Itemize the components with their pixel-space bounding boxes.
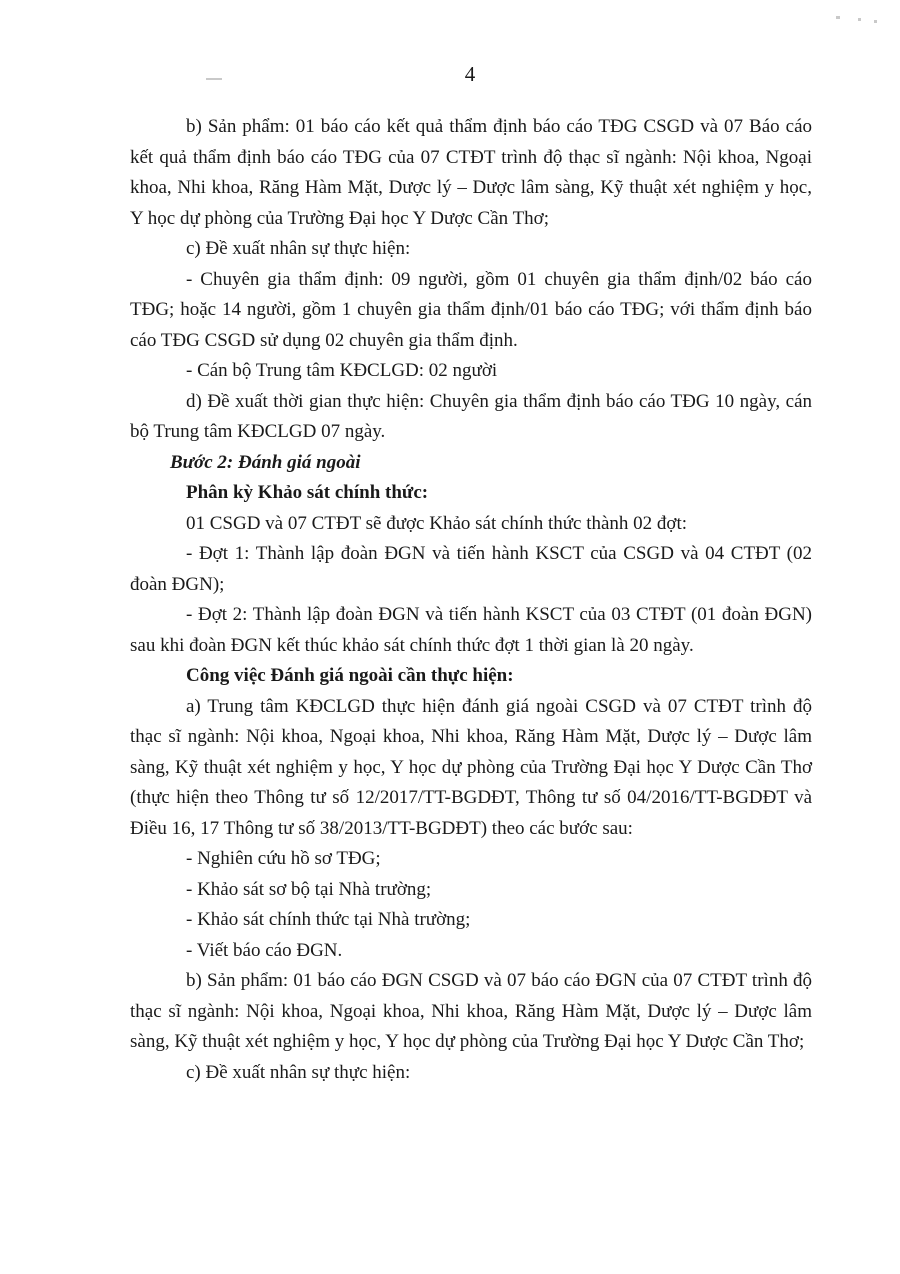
- paragraph: - Nghiên cứu hồ sơ TĐG;: [186, 848, 381, 869]
- paragraph: d) Đề xuất thời gian thực hiện: Chuyên gia thẩm định báo cáo TĐG 10 ngày, cán bộ Trung tâm KĐCLGD 07 ngày.: [130, 390, 812, 442]
- paragraph: - Chuyên gia thẩm định: 09 người, gồm 01 chuyên gia thẩm định/02 báo cáo TĐG; hoặc 14 người, gồm 1 chuyên gia thẩm định/01 báo cáo TĐG; với thẩm định báo cáo TĐG CSGD sử dụng 02 chuyên gia thẩm định.: [130, 268, 812, 351]
- document-body: [130, 112, 812, 1088]
- paragraph: - Viết báo cáo ĐGN.: [186, 939, 343, 961]
- paragraph: Bước 2: Đánh giá ngoài: [170, 451, 361, 473]
- paragraph: - Khảo sát chính thức tại Nhà trường;: [186, 909, 471, 930]
- paragraph: c) Đề xuất nhân sự thực hiện:: [186, 238, 411, 259]
- scan-speck: [874, 20, 877, 23]
- scan-speck: [836, 16, 840, 19]
- paragraph: - Đợt 2: Thành lập đoàn ĐGN và tiến hành KSCT của 03 CTĐT (01 đoàn ĐGN) sau khi đoàn ĐGN kết thúc khảo sát chính thức đợt 1 thời gian là 20 ngày.: [130, 604, 812, 656]
- paragraph: 01 CSGD và 07 CTĐT sẽ được Khảo sát chính thức thành 02 đợt:: [186, 512, 688, 534]
- paragraph: - Cán bộ Trung tâm KĐCLGD: 02 người: [186, 360, 498, 381]
- paragraph: - Khảo sát sơ bộ tại Nhà trường;: [186, 878, 432, 900]
- paragraph: b) Sản phẩm: 01 báo cáo ĐGN CSGD và 07 báo cáo ĐGN của 07 CTĐT trình độ thạc sĩ ngành: Nội khoa, Ngoại khoa, Nhi khoa, Răng Hàm Mặt, Dược lý – Dược lâm sàng, Kỹ thuật xét nghiệm y học, Y học dự phòng của Trường Đại học Y Dược Cần Thơ;: [130, 970, 812, 1052]
- page-number: 4: [464, 62, 476, 86]
- paragraph: Phân kỳ Khảo sát chính thức:: [186, 482, 429, 503]
- paragraph: a) Trung tâm KĐCLGD thực hiện đánh giá ngoài CSGD và 07 CTĐT trình độ thạc sĩ ngành: Nội khoa, Ngoại khoa, Nhi khoa, Răng Hàm Mặt, Dược lý – Dược lâm sàng, Kỹ thuật xét nghiệm y học, Y học dự phòng của Trường Đại học Y Dược Cần Thơ (thực hiện theo Thông tư số 12/2017/TT-BGDĐT, Thông tư số 04/2016/TT-BGDĐT và Điều 16, 17 Thông tư số 38/2013/TT-BGDĐT) theo các bước sau:: [130, 695, 812, 839]
- scan-speck: [858, 18, 861, 21]
- paragraph: - Đợt 1: Thành lập đoàn ĐGN và tiến hành KSCT của CSGD và 04 CTĐT (02 đoàn ĐGN);: [130, 543, 812, 595]
- paragraph: b) Sản phẩm: 01 báo cáo kết quả thẩm định báo cáo TĐG CSGD và 07 Báo cáo kết quả thẩm định báo cáo TĐG của 07 CTĐT trình độ thạc sĩ ngành: Nội khoa, Ngoại khoa, Nhi khoa, Răng Hàm Mặt, Dược lý – Dược lâm sàng, Kỹ thuật xét nghiệm y học, Y học dự phòng của Trường Đại học Y Dược Cần Thơ;: [130, 116, 812, 229]
- paragraph: c) Đề xuất nhân sự thực hiện:: [186, 1061, 411, 1083]
- paragraph: Công việc Đánh giá ngoài cần thực hiện:: [186, 665, 514, 686]
